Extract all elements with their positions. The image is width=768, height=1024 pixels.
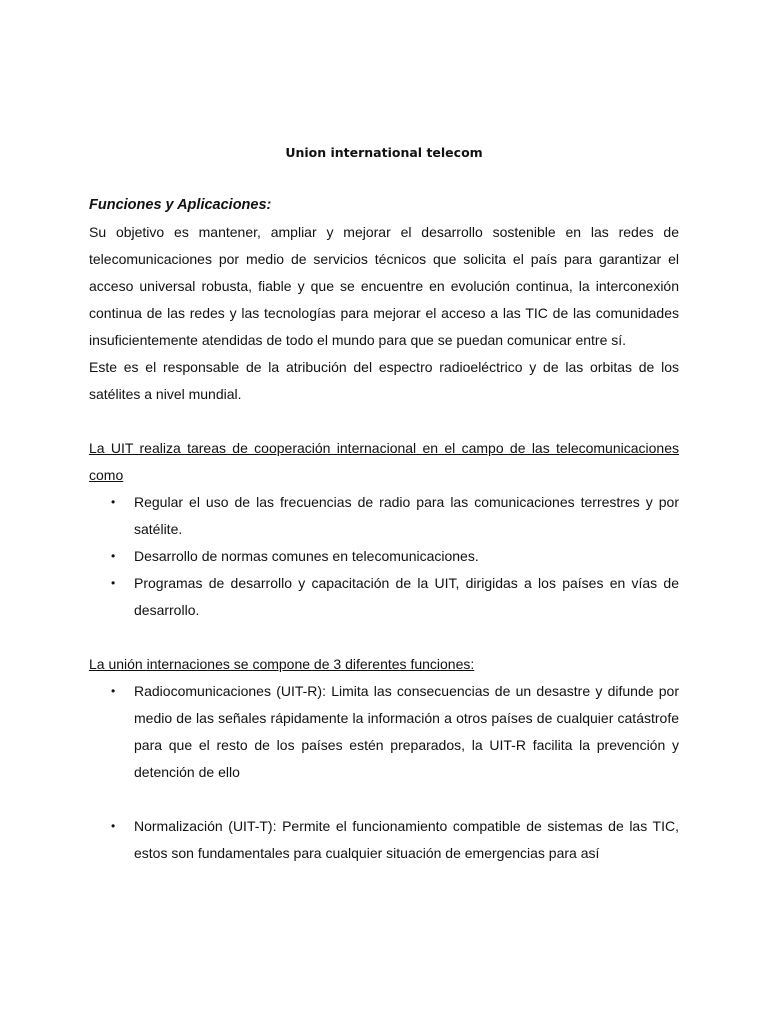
section-heading: Funciones y Aplicaciones: <box>89 197 272 213</box>
bullet-icon: • <box>111 549 116 563</box>
document-title: Union international telecom <box>285 145 483 160</box>
list-item-text: Desarrollo de normas comunes en telecomunicaciones. <box>134 548 479 564</box>
blank-line <box>89 624 679 651</box>
list-item <box>89 678 679 786</box>
bullet-icon: • <box>111 819 116 833</box>
list-intro-functions: La unión internaciones se compone de 3 diferentes funciones: <box>89 656 475 672</box>
paragraph-responsibility: Este es el responsable de la atribución del espectro radioeléctrico y de las orbitas de los satélites a nivel mundial. <box>89 359 679 402</box>
list-item-text: Normalización (UIT-T): Permite el funcionamiento compatible de sistemas de las TIC, estos son fundamentales para cualquier situación de emergencias para así <box>134 818 679 861</box>
list-item-text: Programas de desarrollo y capacitación de la UIT, dirigidas a los países en vías de desarrollo. <box>134 575 679 618</box>
list-item <box>89 813 679 867</box>
bullet-icon: • <box>111 495 116 509</box>
bullet-icon: • <box>111 684 116 698</box>
list-item-text: Radiocomunicaciones (UIT-R): Limita las consecuencias de un desastre y difunde por medio de las señales rápidamente la información a otros países de cualquier catástrofe para que el resto de los países estén preparados, la UIT-R facilita la prevención y detención de ello <box>134 683 679 780</box>
list-item <box>89 489 679 543</box>
list-item <box>89 543 679 570</box>
bullet-icon: • <box>111 576 116 590</box>
document-body <box>89 192 679 867</box>
paragraph-objective: Su objetivo es mantener, ampliar y mejorar el desarrollo sostenible en las redes de telecomunicaciones por medio de servicios técnicos que solicita el país para garantizar el acceso universal robusta, fiable y que se encuentre en evolución continua, la interconexión continua de las redes y las tecnologías para mejorar el acceso a las TIC de las comunidades insuficientemente atendidas de todo el mundo para que se puedan comunicar entre sí. <box>89 224 679 348</box>
list-item-text: Regular el uso de las frecuencias de radio para las comunicaciones terrestres y por satélite. <box>134 494 679 537</box>
functions-list <box>89 678 679 867</box>
list-item <box>89 570 679 624</box>
cooperation-list <box>89 489 679 624</box>
blank-line <box>89 408 679 435</box>
list-intro-cooperation: La UIT realiza tareas de cooperación internacional en el campo de las telecomunicaciones como <box>89 440 679 483</box>
